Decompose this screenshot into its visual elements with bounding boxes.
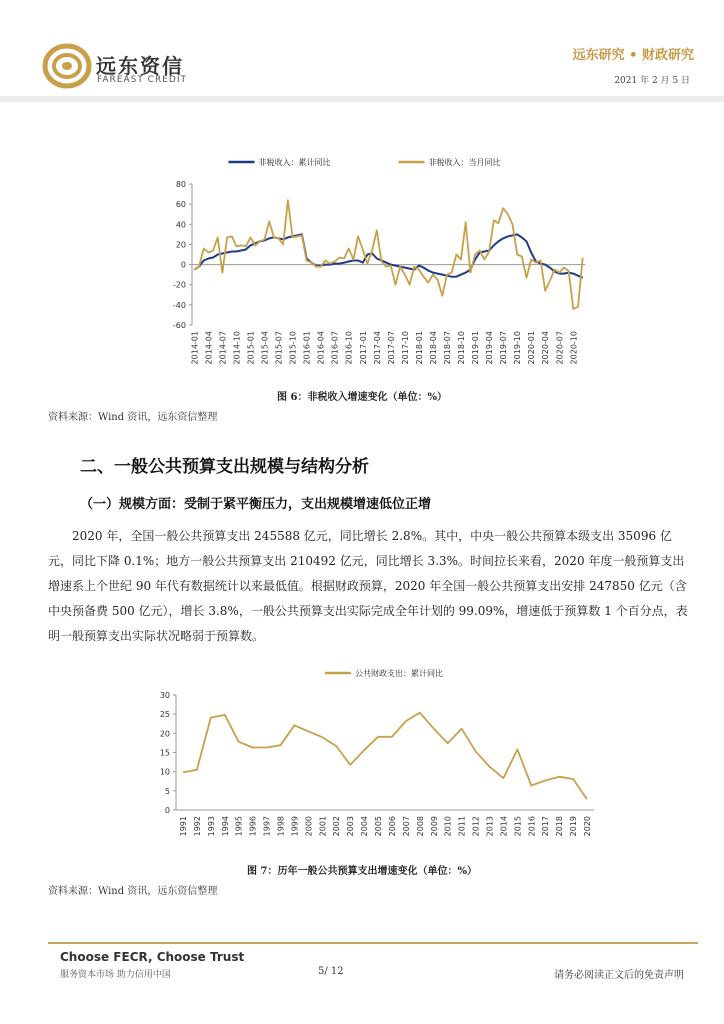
chart-nontax-revenue-growth	[0, 150, 724, 382]
x-tick-label: 2018	[555, 816, 565, 837]
x-tick-label: 2017	[541, 816, 551, 837]
x-tick-label: 2015-10	[288, 331, 298, 365]
x-tick-label: 2014-07	[218, 331, 228, 365]
x-tick-label: 2002	[332, 816, 342, 837]
x-tick-label: 2018-07	[442, 331, 452, 365]
x-tick-label: 2005	[374, 816, 384, 837]
y-tick-label: 0	[180, 260, 186, 270]
x-tick-label: 2016-07	[330, 331, 340, 365]
x-tick-label: 2016-01	[302, 331, 312, 365]
x-tick-label: 1991	[178, 816, 188, 837]
x-tick-label: 2009	[429, 816, 439, 837]
y-tick-label: -60	[172, 321, 186, 330]
y-tick-label: 0	[164, 806, 170, 815]
legend-label: 公共财政支出：累计同比	[355, 669, 443, 678]
y-tick-label: 20	[175, 240, 186, 250]
x-tick-label: 2014	[499, 816, 509, 837]
y-tick-label: 40	[175, 220, 186, 230]
header-section-title: 远东研究 • 财政研究	[572, 48, 694, 63]
x-tick-label: 2011	[457, 816, 467, 837]
x-tick-label: 1997	[262, 816, 272, 837]
header-date: 2021 年 2 月 5 日	[614, 76, 690, 86]
x-tick-label: 2018-01	[414, 331, 424, 365]
chart-public-expenditure-growth	[0, 660, 724, 854]
legend-label: 非税收入：当月同比	[428, 158, 501, 167]
x-tick-label: 2018-10	[457, 331, 467, 365]
x-tick-label: 1992	[192, 816, 202, 837]
figure6-caption: 图 6：非税收入增速变化（单位：%）	[277, 392, 447, 403]
y-tick-label: 20	[159, 729, 170, 739]
x-tick-label: 2020-01	[527, 331, 537, 365]
footer-disclaimer: 请务必阅读正文后的免责声明	[554, 970, 684, 981]
x-tick-label: 1995	[234, 816, 244, 837]
x-tick-label: 2012	[471, 816, 481, 837]
x-tick-label: 2017-10	[400, 331, 410, 365]
x-tick-label: 2004	[360, 816, 370, 837]
x-tick-label: 2017-07	[386, 331, 396, 365]
footer-tagline: 服务资本市场 助力信用中国	[60, 970, 171, 980]
x-tick-label: 2017-04	[372, 331, 382, 365]
y-tick-label: 30	[159, 691, 170, 700]
y-tick-label: 10	[159, 767, 170, 777]
x-tick-label: 2015-04	[260, 331, 270, 365]
x-tick-label: 2020-04	[541, 331, 551, 365]
x-tick-label: 2016-04	[316, 331, 326, 365]
x-tick-label: 2007	[401, 816, 411, 837]
x-tick-label: 2019-07	[499, 331, 509, 365]
x-tick-label: 2006	[387, 816, 397, 837]
x-tick-label: 1999	[290, 816, 300, 837]
y-tick-label: -40	[172, 300, 186, 310]
x-tick-label: 2008	[415, 816, 425, 837]
footer-divider	[48, 942, 698, 944]
x-tick-label: 2014-04	[204, 331, 214, 365]
figure7-caption: 图 7：历年一般公共预算支出增速变化（单位：%）	[247, 866, 477, 877]
x-tick-label: 2020-07	[555, 331, 565, 365]
footer-slogan: Choose FECR, Choose Trust	[60, 950, 245, 964]
x-tick-label: 2019	[569, 816, 579, 837]
fareast-logo-icon	[42, 42, 92, 90]
y-tick-label: 60	[175, 200, 186, 210]
x-tick-label: 2010	[443, 816, 453, 837]
x-tick-label: 1996	[248, 816, 258, 837]
y-tick-label: 80	[175, 180, 186, 189]
y-tick-label: 5	[164, 786, 170, 796]
figure6-source: 资料来源：Wind 资讯，远东资信整理	[48, 412, 218, 423]
x-tick-label: 2019-01	[471, 331, 481, 365]
figure7-source: 资料来源：Wind 资讯，远东资信整理	[48, 886, 218, 897]
x-tick-label: 2003	[346, 816, 356, 837]
logo-text-en: FAREAST CREDIT	[97, 75, 187, 85]
y-tick-label: -20	[172, 280, 186, 290]
legend-label: 非税收入：累计同比	[258, 158, 331, 167]
page-number: 5/ 12	[318, 966, 344, 977]
x-tick-label: 2016	[527, 816, 537, 837]
x-tick-label: 2020-10	[569, 331, 579, 365]
series-line-2	[194, 200, 582, 309]
x-tick-label: 2014-10	[232, 331, 242, 365]
logo-text-cn: 远东资信	[96, 54, 184, 78]
x-tick-label: 1993	[206, 816, 216, 837]
section-heading: 二、一般公共预算支出规模与结构分析	[80, 457, 369, 477]
x-tick-label: 2013	[485, 816, 495, 837]
x-tick-label: 2019-10	[513, 331, 523, 365]
x-tick-label: 2020	[583, 816, 593, 837]
body-paragraph: 2020 年，全国一般公共预算支出 245588 亿元，同比增长 2.8%。其中，中央一般公共预算本级支出 35096 亿元，同比下降 0.1%；地方一般公共预算支出 210492 亿元，同比增长 3.3%。时间拉长来看，2020 年度一般预算支出增速系上个世纪 90 年代有数据统计以来最低值。根据财政预算，2020 年全国一般公共预算支出安排 247850 亿元（含中央预备费 500 亿元），增长 3.8%，一般公共预算支出实际完成全年计划的 99.09%，增速低于预算数 1 个百分点，表明一般预算支出实际状况略弱于预算数。	[48, 529, 688, 643]
x-tick-label: 2015	[513, 816, 523, 837]
x-tick-label: 1998	[276, 816, 286, 837]
y-tick-label: 25	[159, 710, 170, 720]
x-tick-label: 2015-07	[274, 331, 284, 365]
x-tick-label: 2019-04	[485, 331, 495, 365]
series-line-1	[183, 713, 587, 800]
x-tick-label: 1994	[220, 816, 230, 837]
y-tick-label: 15	[159, 748, 170, 758]
x-tick-label: 2016-10	[344, 331, 354, 365]
x-tick-label: 2017-01	[358, 331, 368, 365]
subsection-heading: （一）规模方面：受制于紧平衡压力，支出规模增速低位正增	[80, 497, 432, 512]
header-divider	[0, 96, 724, 102]
x-tick-label: 2015-01	[246, 331, 256, 365]
x-tick-label: 2001	[318, 816, 328, 837]
x-tick-label: 2018-04	[428, 331, 438, 365]
x-tick-label: 2000	[304, 816, 314, 837]
x-tick-label: 2014-01	[190, 331, 200, 365]
